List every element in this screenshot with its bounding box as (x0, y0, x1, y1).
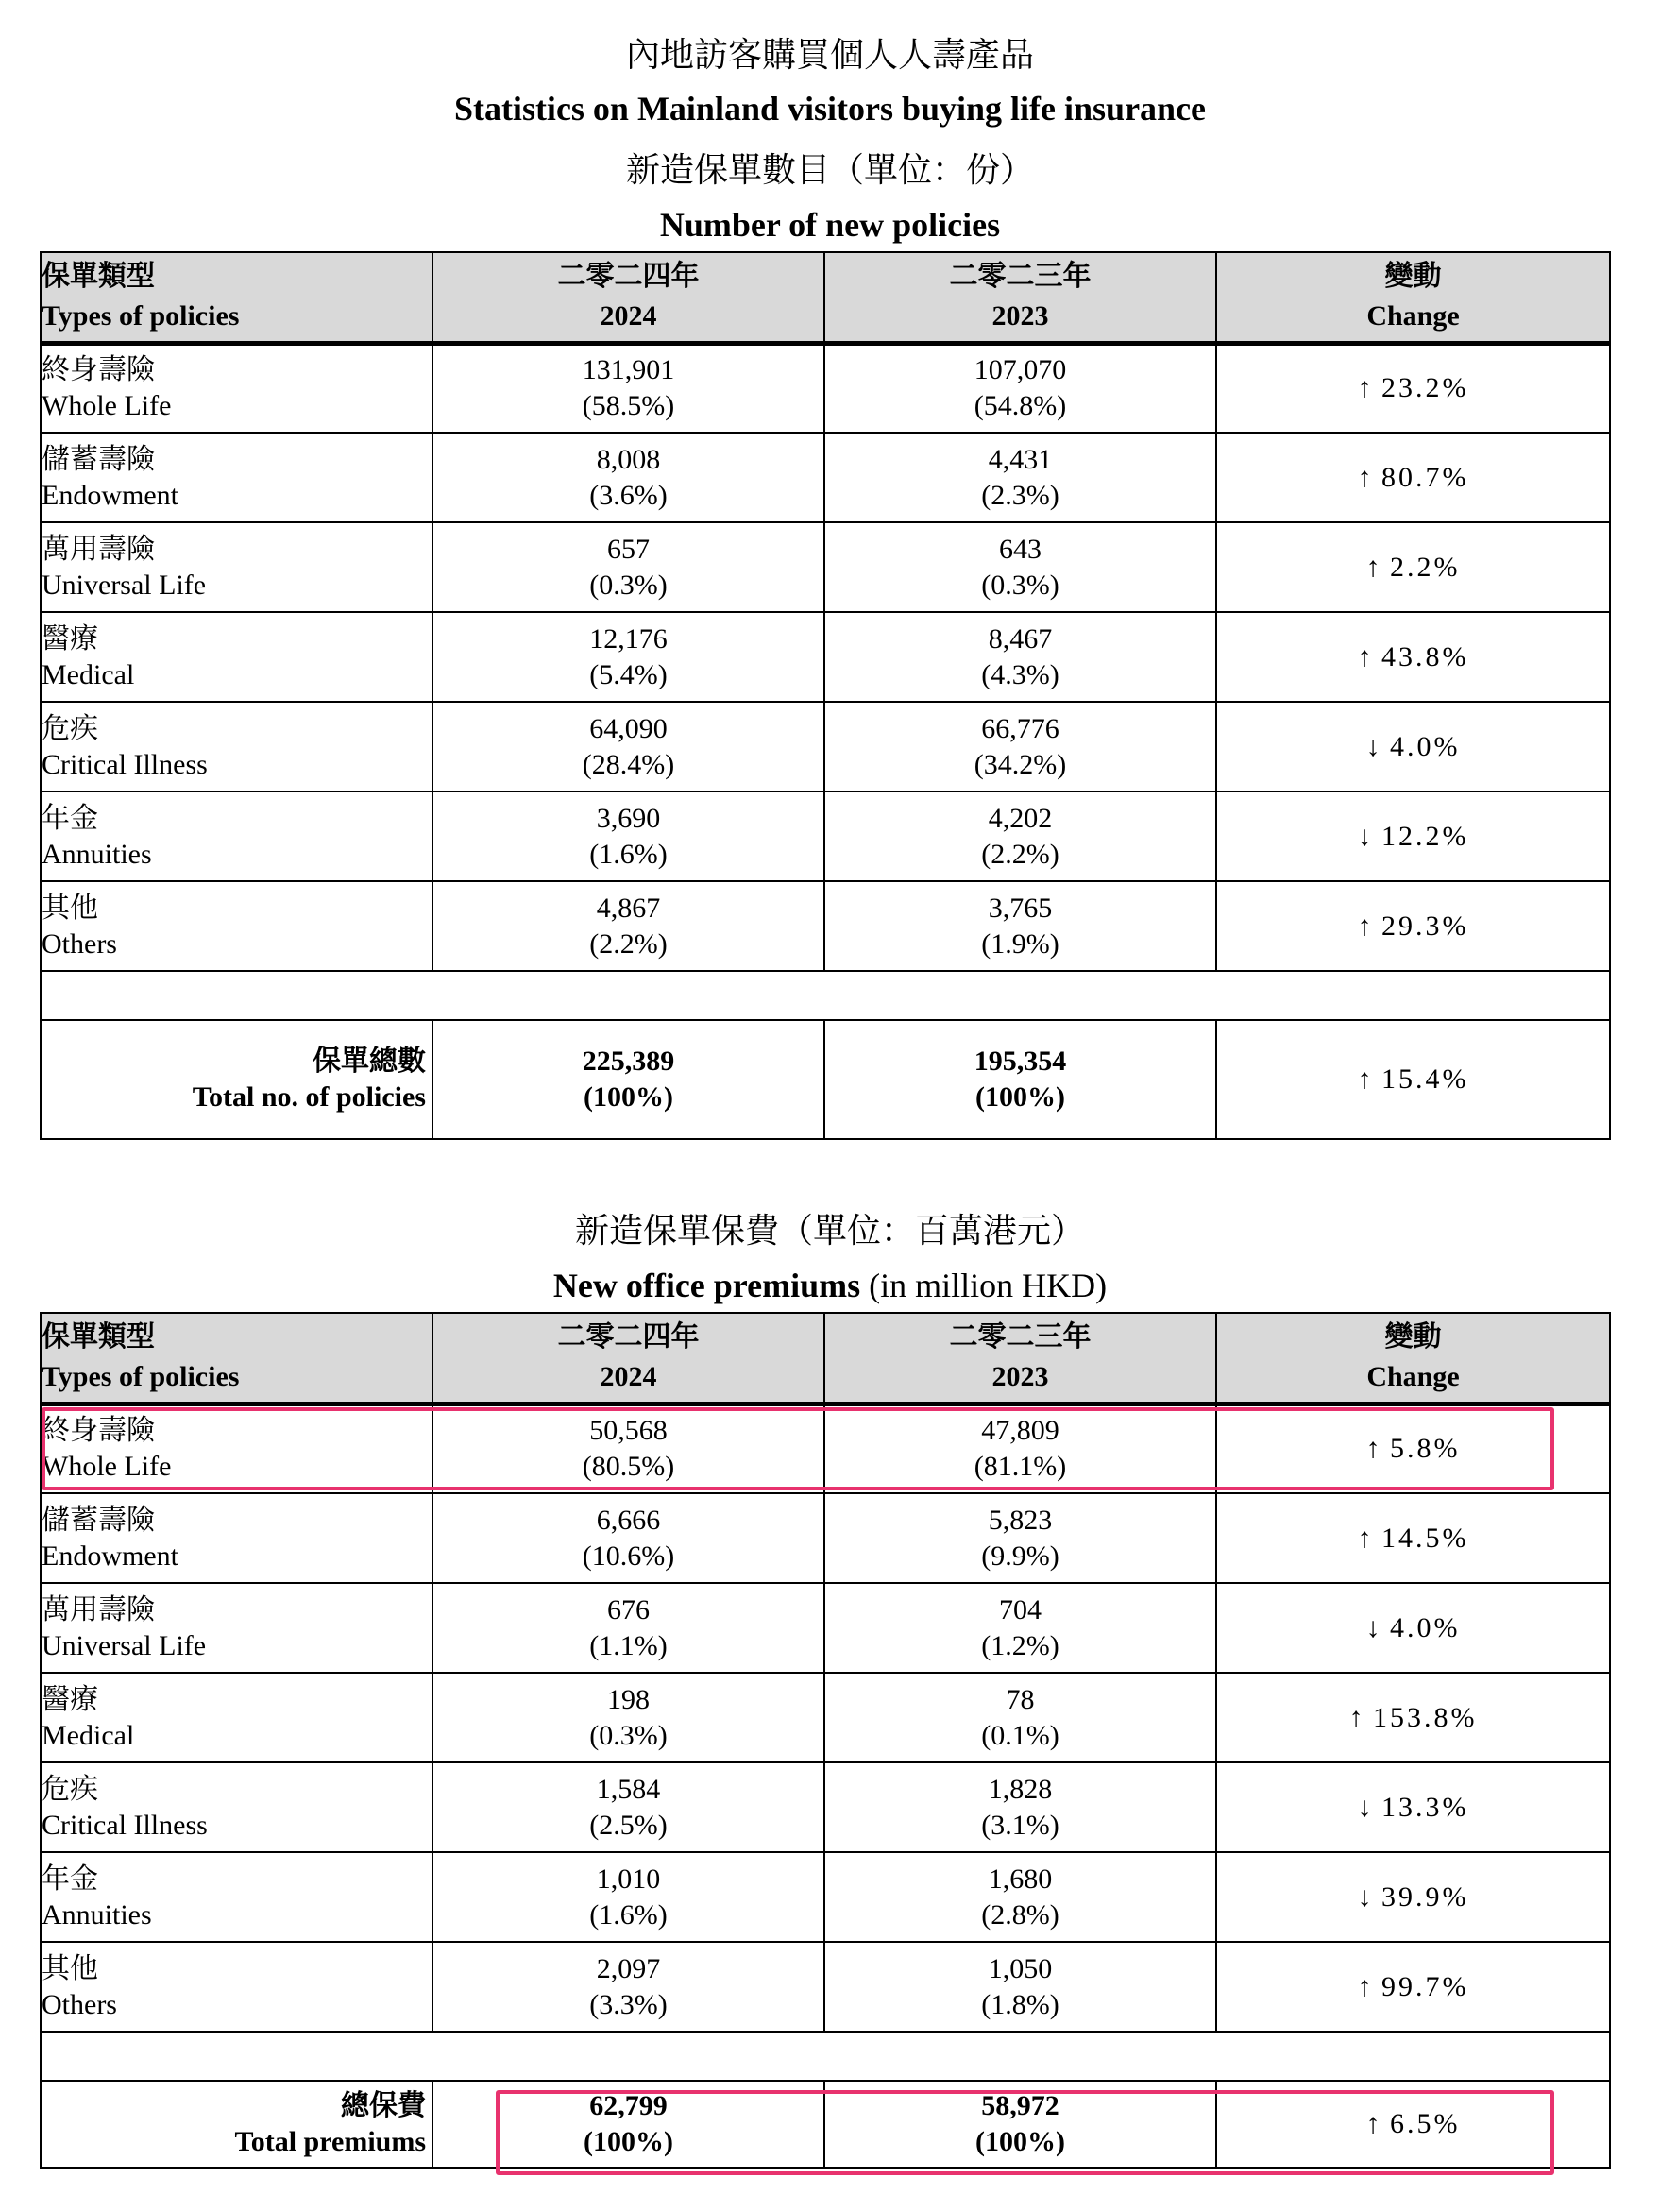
total-row (41, 2081, 1610, 2168)
change-arrow-icon: ↑ (1357, 640, 1372, 672)
policy-type-cell: 危疾 Critical Illness (41, 1762, 432, 1852)
column-header-2024: 二零二四年 2024 (432, 252, 824, 343)
change-cell (1216, 1762, 1610, 1852)
value-2024-cell: 676 (1.1%) (432, 1583, 824, 1673)
policy-type-cell: 年金 Annuities (41, 791, 432, 881)
change-value: 99.7% (1381, 1970, 1469, 2002)
change-value: 12.2% (1381, 820, 1469, 852)
change-cell (1216, 1020, 1610, 1139)
change-cell (1216, 343, 1610, 433)
value-2024-cell: 2,097 (3.3%) (432, 1942, 824, 2032)
value-2023-cell: 107,070 (54.8%) (824, 343, 1216, 433)
change-cell (1216, 1942, 1610, 2032)
column-header-change: 變動 Change (1216, 252, 1610, 343)
change-arrow-icon: ↓ (1357, 1791, 1372, 1823)
value-2023-cell: 4,431 (2.3%) (824, 433, 1216, 522)
policy-type-cell: 危疾 Critical Illness (41, 702, 432, 791)
change-cell (1216, 612, 1610, 702)
value-2023-cell: 3,765 (1.9%) (824, 881, 1216, 971)
total-2023-cell: 195,354 (100%) (824, 1020, 1216, 1139)
value-2023-cell: 1,050 (1.8%) (824, 1942, 1216, 2032)
change-value: 6.5% (1390, 2108, 1461, 2139)
change-cell (1216, 1673, 1610, 1762)
total-row (41, 1020, 1610, 1139)
column-header-2023: 二零二三年 2023 (824, 1313, 1216, 1404)
policy-type-cell: 萬用壽險 Universal Life (41, 1583, 432, 1673)
table2-caption-en: New office premiums (in million HKD) (552, 1267, 1108, 1304)
total-2023-cell: 58,972 (100%) (824, 2081, 1216, 2168)
table1-caption-cn: 新造保單數目（單位：份） (625, 151, 1034, 189)
change-value: 15.4% (1381, 1063, 1469, 1095)
change-value: 80.7% (1381, 461, 1469, 493)
change-value: 39.9% (1381, 1880, 1469, 1913)
value-2024-cell: 8,008 (3.6%) (432, 433, 824, 522)
change-arrow-icon: ↑ (1357, 1063, 1372, 1095)
policy-type-cell: 儲蓄壽險 Endowment (41, 433, 432, 522)
value-2023-cell: 1,680 (2.8%) (824, 1852, 1216, 1942)
change-cell (1216, 433, 1610, 522)
change-cell (1216, 791, 1610, 881)
change-value: 14.5% (1381, 1522, 1469, 1554)
change-value: 4.0% (1390, 730, 1461, 762)
change-cell (1216, 1404, 1610, 1493)
change-arrow-icon: ↑ (1357, 910, 1372, 942)
change-value: 2.2% (1390, 551, 1461, 583)
change-arrow-icon: ↑ (1365, 551, 1381, 583)
change-cell (1216, 881, 1610, 971)
value-2024-cell: 657 (0.3%) (432, 522, 824, 612)
value-2023-cell: 78 (0.1%) (824, 1673, 1216, 1762)
column-header-2024: 二零二四年 2024 (432, 1313, 824, 1404)
table-row-whole-life (41, 1404, 1610, 1493)
value-2024-cell: 50,568 (80.5%) (432, 1404, 824, 1493)
policy-type-cell: 萬用壽險 Universal Life (41, 522, 432, 612)
value-2024-cell: 4,867 (2.2%) (432, 881, 824, 971)
column-header-type: 保單類型 Types of policies (41, 1313, 432, 1404)
table-header-row (41, 252, 1610, 343)
policy-type-cell: 其他 Others (41, 1942, 432, 2032)
change-value: 5.8% (1390, 1433, 1461, 1465)
policy-type-cell: 年金 Annuities (41, 1852, 432, 1942)
change-arrow-icon: ↑ (1357, 372, 1372, 404)
value-2023-cell: 5,823 (9.9%) (824, 1493, 1216, 1583)
value-2024-cell: 64,090 (28.4%) (432, 702, 824, 791)
policy-type-cell: 醫療 Medical (41, 612, 432, 702)
total-label-cell: 總保費 Total premiums (41, 2081, 432, 2168)
change-arrow-icon: ↓ (1357, 1880, 1372, 1913)
table-row-others (41, 1942, 1610, 2032)
column-header-2023: 二零二三年 2023 (824, 252, 1216, 343)
table-row-medical (41, 1673, 1610, 1762)
change-cell (1216, 1583, 1610, 1673)
new-premiums-table (40, 1312, 1611, 2169)
table-row-universal-life (41, 522, 1610, 612)
value-2023-cell: 643 (0.3%) (824, 522, 1216, 612)
table-row-critical-illness (41, 1762, 1610, 1852)
table2-caption-cn: 新造保單保費（單位：百萬港元） (574, 1212, 1085, 1250)
change-arrow-icon: ↑ (1365, 1433, 1381, 1465)
spacer-row (41, 971, 1610, 1020)
change-value: 4.0% (1390, 1611, 1461, 1643)
value-2024-cell: 1,584 (2.5%) (432, 1762, 824, 1852)
value-2024-cell: 12,176 (5.4%) (432, 612, 824, 702)
policy-type-cell: 終身壽險 Whole Life (41, 343, 432, 433)
value-2023-cell: 1,828 (3.1%) (824, 1762, 1216, 1852)
table-row-whole-life (41, 343, 1610, 433)
total-2024-cell: 62,799 (100%) (432, 2081, 824, 2168)
change-arrow-icon: ↓ (1365, 1611, 1381, 1643)
page-title-cn: 內地訪客購買個人人壽產品 (625, 36, 1034, 74)
change-value: 43.8% (1381, 640, 1469, 672)
value-2024-cell: 6,666 (10.6%) (432, 1493, 824, 1583)
table-row-medical (41, 612, 1610, 702)
policy-type-cell: 儲蓄壽險 Endowment (41, 1493, 432, 1583)
table-row-annuities (41, 1852, 1610, 1942)
change-arrow-icon: ↓ (1365, 730, 1381, 762)
change-cell (1216, 1852, 1610, 1942)
change-value: 153.8% (1373, 1701, 1478, 1733)
new-policies-table (40, 251, 1611, 1140)
table-row-endowment (41, 1493, 1610, 1583)
table-row-universal-life (41, 1583, 1610, 1673)
change-arrow-icon: ↓ (1357, 820, 1372, 852)
change-value: 13.3% (1381, 1791, 1469, 1823)
spacer-cell (41, 971, 1610, 1020)
table-row-others (41, 881, 1610, 971)
spacer-row (41, 2032, 1610, 2081)
value-2023-cell: 704 (1.2%) (824, 1583, 1216, 1673)
value-2023-cell: 66,776 (34.2%) (824, 702, 1216, 791)
table1-caption-en: Number of new policies (659, 206, 1001, 244)
change-cell (1216, 702, 1610, 791)
table-row-annuities (41, 791, 1610, 881)
policy-type-cell: 其他 Others (41, 881, 432, 971)
change-cell (1216, 522, 1610, 612)
value-2024-cell: 1,010 (1.6%) (432, 1852, 824, 1942)
change-cell (1216, 1493, 1610, 1583)
table-row-endowment (41, 433, 1610, 522)
table-row-critical-illness (41, 702, 1610, 791)
value-2023-cell: 47,809 (81.1%) (824, 1404, 1216, 1493)
value-2024-cell: 198 (0.3%) (432, 1673, 824, 1762)
value-2024-cell: 131,901 (58.5%) (432, 343, 824, 433)
value-2023-cell: 4,202 (2.2%) (824, 791, 1216, 881)
change-value: 29.3% (1381, 910, 1469, 942)
change-arrow-icon: ↑ (1357, 1970, 1372, 2002)
policy-type-cell: 終身壽險 Whole Life (41, 1404, 432, 1493)
change-arrow-icon: ↑ (1348, 1701, 1364, 1733)
column-header-type: 保單類型 Types of policies (41, 252, 432, 343)
table-header-row (41, 1313, 1610, 1404)
column-header-change: 變動 Change (1216, 1313, 1610, 1404)
change-arrow-icon: ↑ (1357, 1522, 1372, 1554)
total-label-cell: 保單總數 Total no. of policies (41, 1020, 432, 1139)
change-value: 23.2% (1381, 372, 1469, 404)
policy-type-cell: 醫療 Medical (41, 1673, 432, 1762)
change-arrow-icon: ↑ (1357, 461, 1372, 493)
change-cell (1216, 2081, 1610, 2168)
change-arrow-icon: ↑ (1365, 2108, 1381, 2139)
total-2024-cell: 225,389 (100%) (432, 1020, 824, 1139)
value-2024-cell: 3,690 (1.6%) (432, 791, 824, 881)
spacer-cell (41, 2032, 1610, 2081)
value-2023-cell: 8,467 (4.3%) (824, 612, 1216, 702)
page-title-en: Statistics on Mainland visitors buying life insurance (453, 90, 1207, 128)
